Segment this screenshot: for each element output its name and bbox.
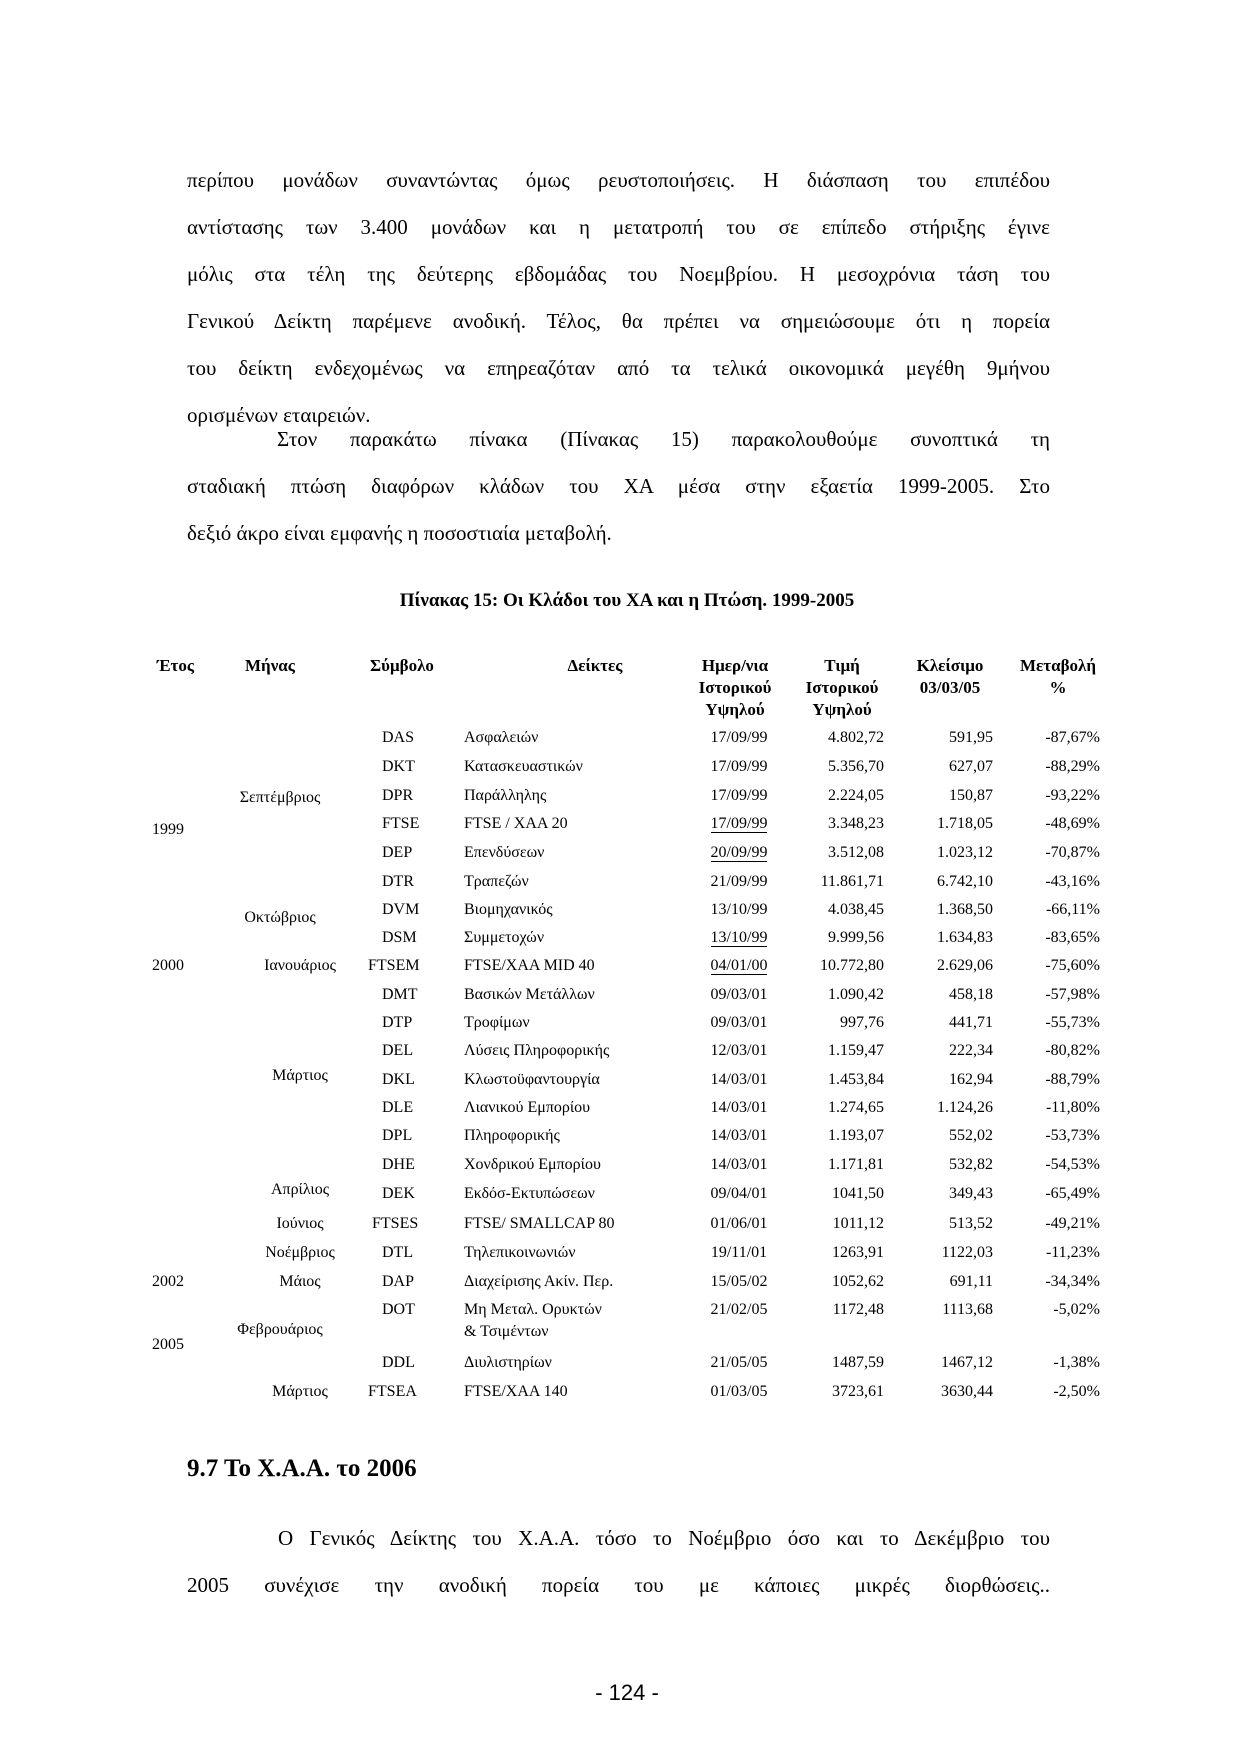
row-change: -88,29% [1045, 758, 1100, 775]
row-high: 11.861,71 [820, 873, 884, 890]
row-high: 3723,61 [832, 1383, 884, 1400]
row-high: 1.193,07 [828, 1127, 884, 1144]
row-index: FTSE/XAA 140 [464, 1383, 568, 1400]
row-date: 12/03/01 [710, 1042, 768, 1059]
text-line: Ο Γενικός Δείκτης του Χ.Α.Α. τόσο το Νοέμβριο όσο και το Δεκέμβριο του [278, 1526, 1050, 1550]
row-close: 552,02 [949, 1127, 993, 1144]
row-change: -93,22% [1045, 787, 1100, 804]
row-date: 21/05/05 [710, 1354, 768, 1371]
text-line: δεξιό άκρο είναι εμφανής η ποσοστιαία μεταβολή. [187, 521, 612, 545]
row-symbol: DKL [382, 1071, 415, 1088]
row-close: 1.718,05 [937, 815, 993, 832]
header-close: Κλείσιμο 03/03/05 [916, 656, 984, 697]
row-change: -80,82% [1045, 1042, 1100, 1059]
month-label: Μάρτιος [272, 1067, 328, 1084]
row-close: 349,43 [949, 1185, 993, 1202]
year-label: 2005 [152, 1336, 184, 1353]
row-change: -11,23% [1045, 1244, 1100, 1261]
row-date: 17/09/99 [710, 815, 768, 832]
header-high: Τιμή Ιστορικού Υψηλού [805, 656, 879, 719]
row-symbol: DEK [382, 1185, 415, 1202]
row-close: 627,07 [949, 758, 993, 775]
header-change: Μεταβολή % [1019, 656, 1097, 697]
row-high: 1041,50 [832, 1185, 884, 1202]
row-symbol: DPL [382, 1127, 413, 1144]
row-close: 6.742,10 [937, 873, 993, 890]
row-index: FTSE / XAA 20 [464, 815, 568, 832]
section-paragraph [187, 1515, 1050, 1609]
row-symbol: DTL [382, 1244, 414, 1261]
row-date: 17/09/99 [710, 787, 768, 804]
row-high: 3.348,23 [828, 815, 884, 832]
row-index: Διυλιστηρίων [464, 1354, 552, 1371]
row-high: 9.999,56 [828, 929, 884, 946]
row-change: -48,69% [1045, 815, 1100, 832]
row-close: 222,34 [949, 1042, 993, 1059]
row-index: FTSE/ SMALLCAP 80 [464, 1215, 615, 1232]
month-label: Φεβρουάριος [237, 1321, 323, 1338]
text-line: ορισμένων εταιρειών. [187, 403, 371, 427]
row-index: FTSE/XAA MID 40 [464, 957, 595, 974]
row-close: 1122,03 [941, 1244, 993, 1261]
row-change: -65,49% [1045, 1185, 1100, 1202]
year-label: 1999 [152, 821, 184, 838]
row-date: 09/03/01 [710, 986, 768, 1003]
row-close: 691,11 [949, 1273, 993, 1290]
row-high: 1487,59 [832, 1354, 884, 1371]
text-line: σταδιακή πτώση διαφόρων κλάδων του ΧΑ μέσα στην εξαετία 1999-2005. Στο [187, 474, 1050, 498]
row-index: Μη Μεταλ. Ορυκτών [464, 1301, 602, 1318]
month-label: Ιούνιος [276, 1215, 324, 1232]
row-close: 513,52 [949, 1215, 993, 1232]
row-date: 14/03/01 [710, 1071, 768, 1088]
row-symbol: DKT [382, 758, 415, 775]
row-change: -53,73% [1045, 1127, 1100, 1144]
row-close: 1.023,12 [937, 844, 993, 861]
row-high: 3.512,08 [828, 844, 884, 861]
row-symbol: DEP [382, 844, 413, 861]
row-index: Χονδρικού Εμπορίου [464, 1156, 601, 1173]
row-index: Επενδύσεων [464, 844, 545, 861]
row-close: 441,71 [949, 1014, 993, 1031]
row-index: Πληροφορικής [464, 1127, 560, 1144]
row-change: -70,87% [1045, 844, 1100, 861]
row-index-continued: & Τσιμέντων [464, 1323, 549, 1340]
month-label: Μάιος [279, 1273, 321, 1290]
month-label: Απρίλιος [270, 1181, 330, 1198]
row-date: 19/11/01 [710, 1244, 768, 1261]
row-symbol: DPR [382, 787, 414, 804]
row-change: -54,53% [1045, 1156, 1100, 1173]
row-change: -43,16% [1045, 873, 1100, 890]
row-high: 1.159,47 [828, 1042, 884, 1059]
row-close: 1.124,26 [937, 1099, 993, 1116]
row-change: -5,02% [1053, 1301, 1100, 1318]
row-symbol: DTR [382, 873, 414, 890]
row-change: -34,34% [1045, 1273, 1100, 1290]
row-change: -11,80% [1045, 1099, 1100, 1116]
row-date: 01/06/01 [710, 1215, 768, 1232]
table-title: Πίνακας 15: Οι Κλάδοι του ΧΑ και η Πτώση. 1999-2005 [399, 590, 855, 611]
row-symbol: DTP [382, 1014, 413, 1031]
row-high: 5.356,70 [828, 758, 884, 775]
text-line: του δείκτη ενδεχομένως να επηρεαζόταν από τα τελικά οικονομικά μεγέθη 9μήνου [187, 356, 1050, 380]
header-month: Μήνας [245, 656, 295, 675]
row-index: Κατασκευαστικών [464, 758, 583, 775]
row-index: Τηλεπικοινωνιών [464, 1244, 576, 1261]
row-symbol: FTSEA [368, 1383, 417, 1400]
row-close: 2.629,06 [937, 957, 993, 974]
text-line: μόλις στα τέλη της δεύτερης εβδομάδας του Νοεμβρίου. Η μεσοχρόνια τάση του [187, 262, 1050, 286]
text-line: αντίστασης των 3.400 μονάδων και η μετατροπή του σε επίπεδο στήριξης έγινε [187, 215, 1050, 239]
row-high: 2.224,05 [828, 787, 884, 804]
row-date: 21/09/99 [710, 873, 768, 890]
row-symbol: DAP [382, 1273, 415, 1290]
row-index: Εκδόσ-Εκτυπώσεων [464, 1185, 595, 1202]
row-symbol: FTSE [382, 815, 420, 832]
row-close: 591,95 [949, 729, 993, 746]
row-high: 1011,12 [832, 1215, 884, 1232]
page-number: - 124 - [595, 1680, 659, 1705]
row-change: -75,60% [1045, 957, 1100, 974]
row-change: -66,11% [1045, 901, 1100, 918]
row-index: Ασφαλειών [464, 729, 539, 746]
row-date: 13/10/99 [710, 929, 768, 946]
row-symbol: DVM [382, 901, 420, 918]
row-close: 1467,12 [941, 1354, 993, 1371]
row-index: Βασικών Μετάλλων [464, 986, 595, 1003]
header-year: Έτος [156, 656, 195, 675]
row-symbol: DDL [382, 1354, 415, 1371]
year-label: 2002 [152, 1273, 184, 1290]
row-symbol: DOT [382, 1301, 415, 1318]
table-intro-paragraph [187, 416, 1050, 557]
text-line: Γενικού Δείκτη παρέμενε ανοδική. Τέλος, θα πρέπει να σημειώσουμε ότι η πορεία [187, 309, 1050, 333]
header-symbol: Σύμβολο [370, 656, 434, 675]
row-close: 532,82 [949, 1156, 993, 1173]
row-close: 150,87 [949, 787, 993, 804]
row-date: 04/01/00 [710, 957, 768, 974]
row-symbol: DEL [382, 1042, 414, 1059]
row-index: Λύσεις Πληροφορικής [464, 1042, 610, 1059]
month-label: Μάρτιος [272, 1383, 328, 1400]
row-change: -87,67% [1045, 729, 1100, 746]
month-label: Οκτώβριος [244, 909, 316, 926]
row-date: 17/09/99 [710, 729, 768, 746]
row-symbol: FTSES [372, 1215, 419, 1232]
row-index: Τροφίμων [464, 1014, 530, 1031]
header-date: Ημερ/νια Ιστορικού Υψηλού [698, 656, 772, 719]
row-high: 1172,48 [832, 1301, 884, 1318]
row-high: 4.802,72 [828, 729, 884, 746]
header-index: Δείκτες [567, 656, 623, 675]
row-close: 1.634,83 [937, 929, 993, 946]
row-high: 1.090,42 [828, 986, 884, 1003]
row-index: Διαχείρισης Ακίν. Περ. [464, 1273, 614, 1290]
row-symbol: DLE [382, 1099, 414, 1116]
row-high: 997,76 [840, 1014, 884, 1031]
row-close: 1.368,50 [937, 901, 993, 918]
month-label: Σεπτέμβριος [239, 789, 321, 806]
row-symbol: DAS [382, 729, 415, 746]
row-change: -83,65% [1045, 929, 1100, 946]
row-date: 09/04/01 [710, 1185, 768, 1202]
intro-paragraph [187, 157, 1050, 439]
row-close: 162,94 [949, 1071, 993, 1088]
row-date: 17/09/99 [710, 758, 768, 775]
row-close: 458,18 [949, 986, 993, 1003]
row-index: Κλωστοϋφαντουργία [464, 1071, 600, 1088]
row-change: -57,98% [1045, 986, 1100, 1003]
text-line: περίπου μονάδων συναντώντας όμως ρευστοποιήσεις. Η διάσπαση του επιπέδου [187, 168, 1050, 192]
row-change: -55,73% [1045, 1014, 1100, 1031]
row-high: 1052,62 [832, 1273, 884, 1290]
row-index: Λιανικού Εμπορίου [464, 1099, 591, 1116]
row-close: 3630,44 [941, 1383, 993, 1400]
row-symbol: DMT [382, 986, 418, 1003]
text-line: Στον παρακάτω πίνακα (Πίνακας 15) παρακολουθούμε συνοπτικά τη [277, 427, 1050, 451]
row-index: Βιομηχανικός [464, 901, 553, 918]
row-high: 1.171,81 [828, 1156, 884, 1173]
row-close: 1113,68 [942, 1301, 993, 1318]
row-symbol: DHE [382, 1156, 415, 1173]
row-high: 1263,91 [832, 1244, 884, 1261]
row-symbol: DSM [382, 929, 417, 946]
row-date: 15/05/02 [710, 1273, 768, 1290]
row-index: Παράλληλης [464, 787, 547, 804]
row-symbol: FTSEM [368, 957, 420, 974]
row-change: -88,79% [1045, 1071, 1100, 1088]
row-date: 14/03/01 [710, 1156, 768, 1173]
row-date: 21/02/05 [710, 1301, 768, 1318]
row-change: -1,38% [1053, 1354, 1100, 1371]
row-change: -2,50% [1053, 1383, 1100, 1400]
month-label: Νοέμβριος [265, 1244, 335, 1261]
row-date: 14/03/01 [710, 1099, 768, 1116]
row-high: 10.772,80 [820, 957, 884, 974]
row-date: 14/03/01 [710, 1127, 768, 1144]
row-index: Συμμετοχών [464, 929, 545, 946]
row-date: 01/03/05 [710, 1383, 768, 1400]
month-label: Ιανουάριος [264, 957, 336, 974]
row-high: 1.274,65 [828, 1099, 884, 1116]
row-index: Τραπεζών [464, 873, 529, 890]
row-high: 1.453,84 [828, 1071, 884, 1088]
text-line: 2005 συνέχισε την ανοδική πορεία του με κάποιες μικρές διορθώσεις.. [187, 1573, 1050, 1597]
row-date: 13/10/99 [710, 901, 768, 918]
year-label: 2000 [152, 957, 184, 974]
row-date: 20/09/99 [710, 844, 768, 861]
section-heading: 9.7 Το Χ.Α.Α. το 2006 [187, 1455, 417, 1482]
row-change: -49,21% [1045, 1215, 1100, 1232]
row-date: 09/03/01 [710, 1014, 768, 1031]
row-high: 4.038,45 [828, 901, 884, 918]
